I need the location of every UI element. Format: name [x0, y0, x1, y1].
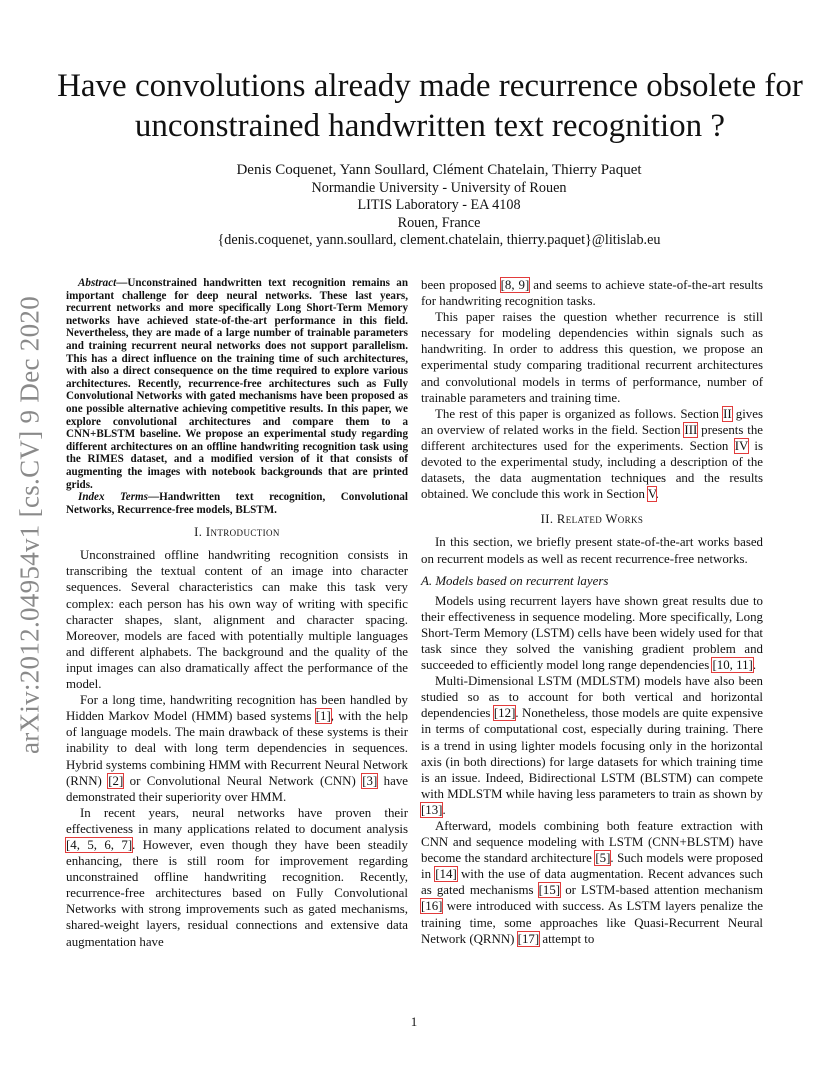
- citation-link[interactable]: [17]: [517, 931, 540, 946]
- subsection-heading-recurrent: A. Models based on recurrent layers: [421, 573, 609, 588]
- text-run: were introduced with success. As LSTM layers penalize the training time, some approaches like Quasi-Recurrent Neural Network (QRNN): [421, 899, 763, 946]
- citation-link[interactable]: [13]: [421, 802, 443, 817]
- section-heading-related-works: II. Related Works: [540, 512, 644, 527]
- intro-paragraph-1: Unconstrained offline handwriting recognition consists in transcribing the textual content of an image into character sequences. Several characteristics can make this task very complex: each person has his own way of writing with specific character shapes, slant, alignment and character spacing. Moreover, models are faced with potentially multiple languages and different alphabets. The background and the quality of the input images can also dramatically affect the performance of the model.: [66, 548, 408, 692]
- affiliation-location: Rouen, France: [397, 214, 481, 231]
- citation-link[interactable]: [2]: [108, 773, 124, 788]
- citation-link[interactable]: [15]: [538, 883, 561, 898]
- text-run: with the use of data augmentation. Recent advances such as gated mechanisms: [421, 867, 763, 898]
- text-run: or Convolutional Neural Network (CNN): [123, 773, 363, 788]
- text-run: or LSTM-based attention mechanism: [560, 883, 763, 898]
- left-column: [66, 277, 408, 950]
- section-heading-introduction: I. Introduction: [194, 525, 280, 540]
- text-run: have demonstrated their superiority over HMM.: [66, 773, 408, 804]
- introduction-body: [66, 547, 408, 949]
- citation-link[interactable]: [12]: [493, 706, 516, 721]
- text-run: been proposed: [421, 278, 501, 292]
- section-ref-link[interactable]: V: [647, 487, 656, 502]
- citation-link[interactable]: [4, 5, 6, 7]: [66, 837, 133, 852]
- text-run: .: [655, 487, 659, 502]
- index-terms: [66, 491, 408, 516]
- text-run: . Such models were proposed in: [421, 851, 763, 882]
- author-names: Denis Coquenet, Yann Soullard, Clément Chatelain, Thierry Paquet: [236, 162, 642, 178]
- recurrent-paragraph-1: [421, 593, 763, 673]
- text-run: , with the help of language models. The main drawback of these systems is their inability to deal with long term dependencies in sequences. Hybrid systems combining HMM with Recurrent Neural Network (RNN): [66, 709, 409, 788]
- text-run: presents the different architectures used for the experiments. Section: [421, 422, 764, 453]
- citation-link[interactable]: [5]: [595, 851, 611, 866]
- text-run: Multi-Dimensional LSTM (MDLSTM) models have also been studied so as to account for both vertical and horizontal dependencies: [421, 674, 763, 721]
- citation-link[interactable]: [8, 9]: [500, 278, 530, 292]
- text-run: Models using recurrent layers have shown great results due to their effectiveness in sequence modeling. More specifically, Long Short-Term Memory (LSTM) cells have been widely used for that task since they solved the vanishing gradient problem and succeeded to efficiently model long range dependencies: [421, 593, 763, 673]
- related-works-intro: In this section, we briefly present state-of-the-art works based on recurrent models as well as recent recurrence-free networks.: [421, 535, 763, 566]
- abstract-lead: Abstract: [78, 277, 117, 289]
- text-run: gives an overview of related works in the field. Section: [421, 406, 763, 437]
- paragraph-research-question: This paper raises the question whether recurrence is still necessary for modeling dependencies within signals such as handwriting. In order to address this question, we propose an experimental study comparing traditional recurrent architectures and convolutional models in terms of performance, number of trainable parameters and training time.: [421, 310, 763, 405]
- affiliation-university: Normandie University - University of Rouen: [311, 180, 567, 197]
- section-ref-link[interactable]: IV: [734, 438, 749, 453]
- page-number: 1: [410, 1014, 418, 1029]
- section-ref-link[interactable]: III: [684, 422, 698, 437]
- author-emails: {denis.coquenet, yann.soullard, clement.chatelain, thierry.paquet}@litislab.eu: [217, 231, 661, 248]
- right-column: [421, 277, 763, 947]
- index-terms-lead: Index Terms: [78, 491, 148, 504]
- abstract: [66, 277, 408, 491]
- author-block: [60, 162, 818, 249]
- section-ref-link[interactable]: II: [723, 406, 732, 421]
- arxiv-stamp-text: arXiv:2012.04954v1 [cs.CV] 9 Dec 2020: [14, 295, 45, 755]
- paragraph-organization: [421, 406, 763, 503]
- citation-link[interactable]: [16]: [421, 899, 443, 914]
- text-run: . Nonetheless, those models are quite expensive in terms of computational cost, especially during training. There is a trend in using lighter models focusing only in the horizontal axis (in both directions) for large datasets for which training time is an issue. Indeed, Bidirectional LSTM (BLSTM) can compete with MDLSTM while having less parameters to train as shown by: [421, 706, 764, 801]
- text-run: .: [442, 802, 446, 817]
- text-run: For a long time, handwriting recognition has been handled by Hidden Markov Model (HMM) based systems: [66, 693, 408, 724]
- recurrent-paragraph-3: [421, 818, 763, 947]
- text-run: and seems to achieve state-of-the-art results for handwriting recognition tasks.: [421, 278, 764, 309]
- text-run: . However, even though they have been steadily enhancing, there is still room for improvement regarding unconstrained offline handwriting recognition. Recently, recurrence-free architectures based on Fully Convolutional Networks with strong improvements such as gated mechanisms, shared-weight layers, residual connections and extensive data augmentation have: [66, 837, 408, 949]
- text-run: .: [752, 658, 757, 673]
- arxiv-identifier-stamp: [10, 290, 50, 760]
- recurrent-paragraph-2: [421, 673, 763, 818]
- paper-title: Have convolutions already made recurrence obsolete for unconstrained handwritten text recognition ?: [57, 68, 803, 144]
- citation-link[interactable]: [14]: [435, 867, 457, 882]
- continued-paragraph: [421, 277, 763, 309]
- text-run: attempt to: [539, 931, 595, 946]
- intro-paragraph-3: [66, 805, 408, 950]
- intro-paragraph-2: [66, 692, 408, 805]
- text-run: Afterward, models combining both feature extraction with CNN and sequence modeling with LSTM (CNN+BLSTM) have become the standard architecture: [421, 819, 763, 866]
- affiliation-lab: LITIS Laboratory - EA 4108: [357, 197, 521, 214]
- index-terms-text: —Handwritten text recognition, Convolutional Networks, Recurrence-free models, BLSTM.: [66, 491, 408, 516]
- citation-link[interactable]: [10, 11]: [712, 658, 753, 673]
- text-run: is devoted to the experimental study, including a description of the datasets, the data augmentation techniques and the results obtained. We conclude this work in Section: [421, 438, 764, 502]
- citation-link[interactable]: [3]: [362, 773, 378, 788]
- text-run: In recent years, neural networks have proven their effectiveness in many applications related to document analysis: [66, 805, 408, 836]
- abstract-text: —Unconstrained handwritten text recognition remains an important challenge for deep neural networks. These last years, recurrent networks and more specifically Long Short-Term Memory networks have achieved state-of-the-art performance in this field. Nevertheless, they are made of a large number of trainable parameters and training recurrent neural networks does not support parallelism. This has a direct influence on the training time of such architectures, with also a direct consequence on the time required to explore various architectures. Recently, recurrence-free architectures such as Fully Convolutional Networks with gated mechanisms have been proposed as one possible alternative achieving competitive results. In this paper, we explore convolutional architectures and compare them to a CNN+BLSTM baseline. We propose an experimental study regarding different architectures on an offline handwriting recognition task using the RIMES dataset, and a modified version of it that consists of augmenting the images with notebook backgrounds that are printed grids.: [66, 277, 408, 491]
- citation-link[interactable]: [1]: [315, 709, 331, 724]
- text-run: The rest of this paper is organized as follows. Section: [435, 406, 724, 421]
